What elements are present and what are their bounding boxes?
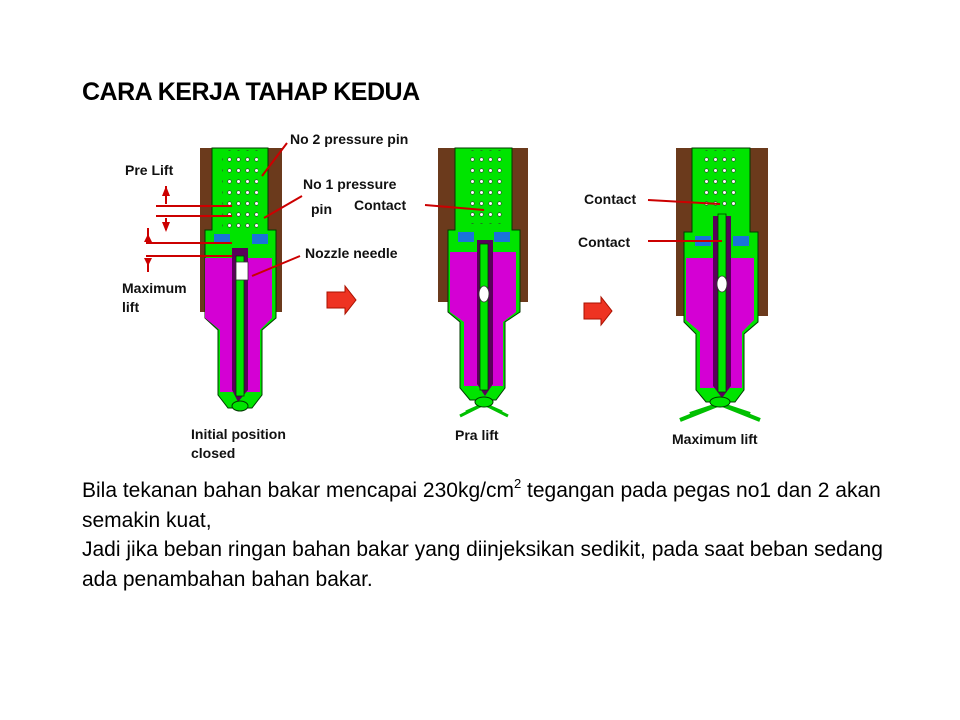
label-contact-right-top: Contact [584, 191, 637, 207]
label-maximum-lift-line2: lift [122, 299, 140, 315]
body-line1-before: Bila tekanan bahan bakar mencapai 230kg/cm [82, 479, 514, 502]
stage-arrow-1 [327, 286, 356, 314]
stage-arrow-2 [584, 297, 612, 325]
label-pre-lift: Pre Lift [125, 162, 174, 178]
label-contact-middle: Contact [354, 197, 407, 213]
body-paragraph-2: Jadi jika beban ringan bahan bakar yang diinjeksikan sedikit, pada saat beban sedang ada penambahan bahan bakar. [82, 538, 883, 591]
caption-initial-line1: Initial position [191, 426, 286, 442]
label-contact-right-bottom: Contact [578, 234, 631, 250]
label-no2-pressure-pin: No 2 pressure pin [290, 131, 409, 147]
label-nozzle-needle: Nozzle needle [305, 245, 398, 261]
body-line1-superscript: 2 [513, 476, 522, 491]
caption-initial-line2: closed [191, 445, 236, 461]
label-no1-pressure-pin-line2: pin [311, 201, 332, 217]
page-title: CARA KERJA TAHAP KEDUA [82, 78, 420, 106]
body-text [82, 476, 902, 594]
caption-pra-lift: Pra lift [455, 427, 499, 443]
body-paragraph-1 [82, 476, 902, 535]
injector-pra-lift [438, 148, 528, 416]
label-maximum-lift-line1: Maximum [122, 280, 187, 296]
injector-initial [200, 148, 282, 411]
body-line1-after: tegangan pada pegas no1 dan 2 akan semakin kuat, [82, 479, 881, 532]
caption-maximum-lift: Maximum lift [672, 431, 758, 447]
label-no1-pressure-pin-line1: No 1 pressure [303, 176, 397, 192]
injector-maximum-lift [676, 148, 768, 420]
